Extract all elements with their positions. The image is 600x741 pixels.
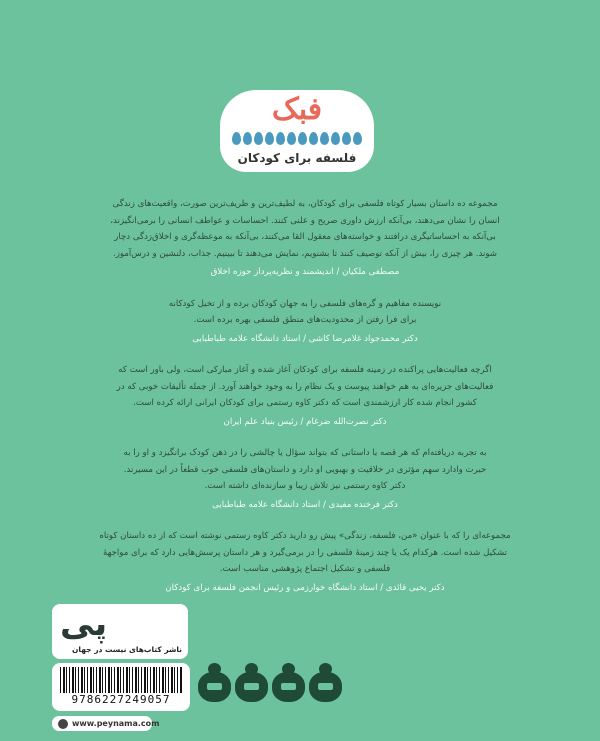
logo-title: فبک bbox=[271, 92, 323, 127]
text-line: مجموعه ده داستان بسیار کوتاه فلسفی برای کودکان، به لطیف‌ترین و ظریف‌ترین صورت، واقعیت‌های زندگی bbox=[112, 199, 498, 209]
text-line: به تجربه دریافته‌ام که هر قصه یا داستانی که بتواند سؤال یا چالشی را در ذهن کودک برانگیزد و او را به bbox=[123, 448, 487, 458]
turtle-icon bbox=[198, 663, 231, 703]
attribution: دکتر نصرت‌الله ضرغام / رئیس بنیاد علم ایران bbox=[223, 416, 387, 427]
globe-icon bbox=[58, 719, 68, 729]
isbn-number: 9786227249057 bbox=[71, 693, 171, 706]
text-line: اگرچه فعالیت‌هایی پراکنده در زمینه فلسفه برای کودکان آغاز شده و آغاز مبارکی است، ولی باور است که bbox=[118, 365, 492, 375]
turtle-icon bbox=[272, 663, 305, 703]
turtle-icon bbox=[235, 663, 268, 703]
blurb-4 bbox=[50, 445, 560, 513]
isbn-barcode bbox=[52, 663, 190, 711]
attribution: دکتر یحیی قائدی / استاد دانشگاه خوارزمی و رئیس انجمن فلسفه برای کودکان bbox=[165, 582, 445, 593]
endorsements bbox=[50, 196, 560, 611]
text-line: کشور انجام شده کار ارزشمندی است که دکتر کاوه رستمی برای کودکان ایرانی ارائه کرده است. bbox=[133, 398, 477, 408]
publisher-tagline: ناشر کتاب‌های نیست در جهان bbox=[72, 645, 182, 654]
website bbox=[52, 716, 160, 731]
text-line: شوند. هر چیزی را، بیش از آنکه توصیف کنند تا بشنویم، نمایش می‌دهند تا ببینیم. جذاب، دلنشین و درس‌آموز. bbox=[112, 248, 498, 259]
text-line: فعالیت‌های جزیره‌ای به هم خواهند پیوست و یک نظام را به وجود خواهند آورد. از جمله تألیفات خوبی که در bbox=[116, 381, 494, 392]
logo-subtitle: فلسفه برای کودکان bbox=[237, 151, 357, 165]
attribution: دکتر فرخنده مفیدی / استاد دانشگاه علامه طباطبایی bbox=[212, 499, 398, 510]
text-line: نویسنده مفاهیم و گره‌های فلسفی را به جهان کودکان برده و از تخیل کودکانه bbox=[168, 298, 442, 309]
website-url: www.peynama.com bbox=[72, 719, 160, 728]
blurb-2 bbox=[50, 296, 560, 348]
text-line: مجموعه‌ای را که با عنوان «من، فلسفه، زندگی» پیش رو دارید دکتر کاوه رستمی نوشته است که از ده داستان کوتاه bbox=[99, 531, 511, 541]
attribution: مصطفی ملکیان / اندیشمند و نظریه‌پرداز حوزه اخلاق bbox=[210, 267, 400, 277]
turtle-illustrations bbox=[198, 663, 342, 703]
leaves-icon bbox=[230, 132, 364, 146]
text-line: فلسفی و تشکیل اجتماع پژوهشی مناسب است. bbox=[219, 564, 391, 574]
attribution: دکتر محمدجواد غلامرضا کاشی / استاد دانشگاه علامه طباطبایی bbox=[192, 333, 418, 344]
blurb-1 bbox=[50, 196, 560, 281]
publisher-mark: پی bbox=[60, 604, 108, 644]
text-line: بی‌آنکه به احساساتیگری درافتند و خواسته‌های معقول القا می‌کنند، بی‌آنکه به موعظه‌گری و اخلاق‌زدگی دچار bbox=[114, 232, 496, 242]
turtle-icon bbox=[309, 663, 342, 703]
text-line: انسان را نشان می‌دهند، بی‌آنکه ارزش داوری صریح و علنی کنند. احساسات و عواطف انسانی را برمی‌انگیزند، bbox=[110, 215, 500, 226]
blurb-5 bbox=[50, 528, 560, 596]
blurb-3 bbox=[50, 362, 560, 430]
text-line: حیرت وادارد سهم مؤثری در خلاقیت و بهبویی او دارد و داستان‌های فلسفی خوب قطعاً در این مسیرند. bbox=[123, 464, 487, 475]
fabak-logo bbox=[222, 92, 372, 170]
publisher-logo bbox=[52, 604, 188, 659]
text-line: دکتر کاوه رستمی نیز تلاش زیبا و سازنده‌ای داشته است. bbox=[204, 481, 406, 491]
text-line: برای فرا رفتن از محدودیت‌های منطق فلسفی بهره برده است. bbox=[193, 315, 417, 325]
barcode-bars bbox=[60, 667, 182, 693]
text-line: تشکیل شده است. هرکدام یک یا چند زمینهٔ فلسفی را در برمی‌گیرد و هر داستان پرسش‌هایی دارد که برای مواجههٔ bbox=[102, 547, 508, 558]
